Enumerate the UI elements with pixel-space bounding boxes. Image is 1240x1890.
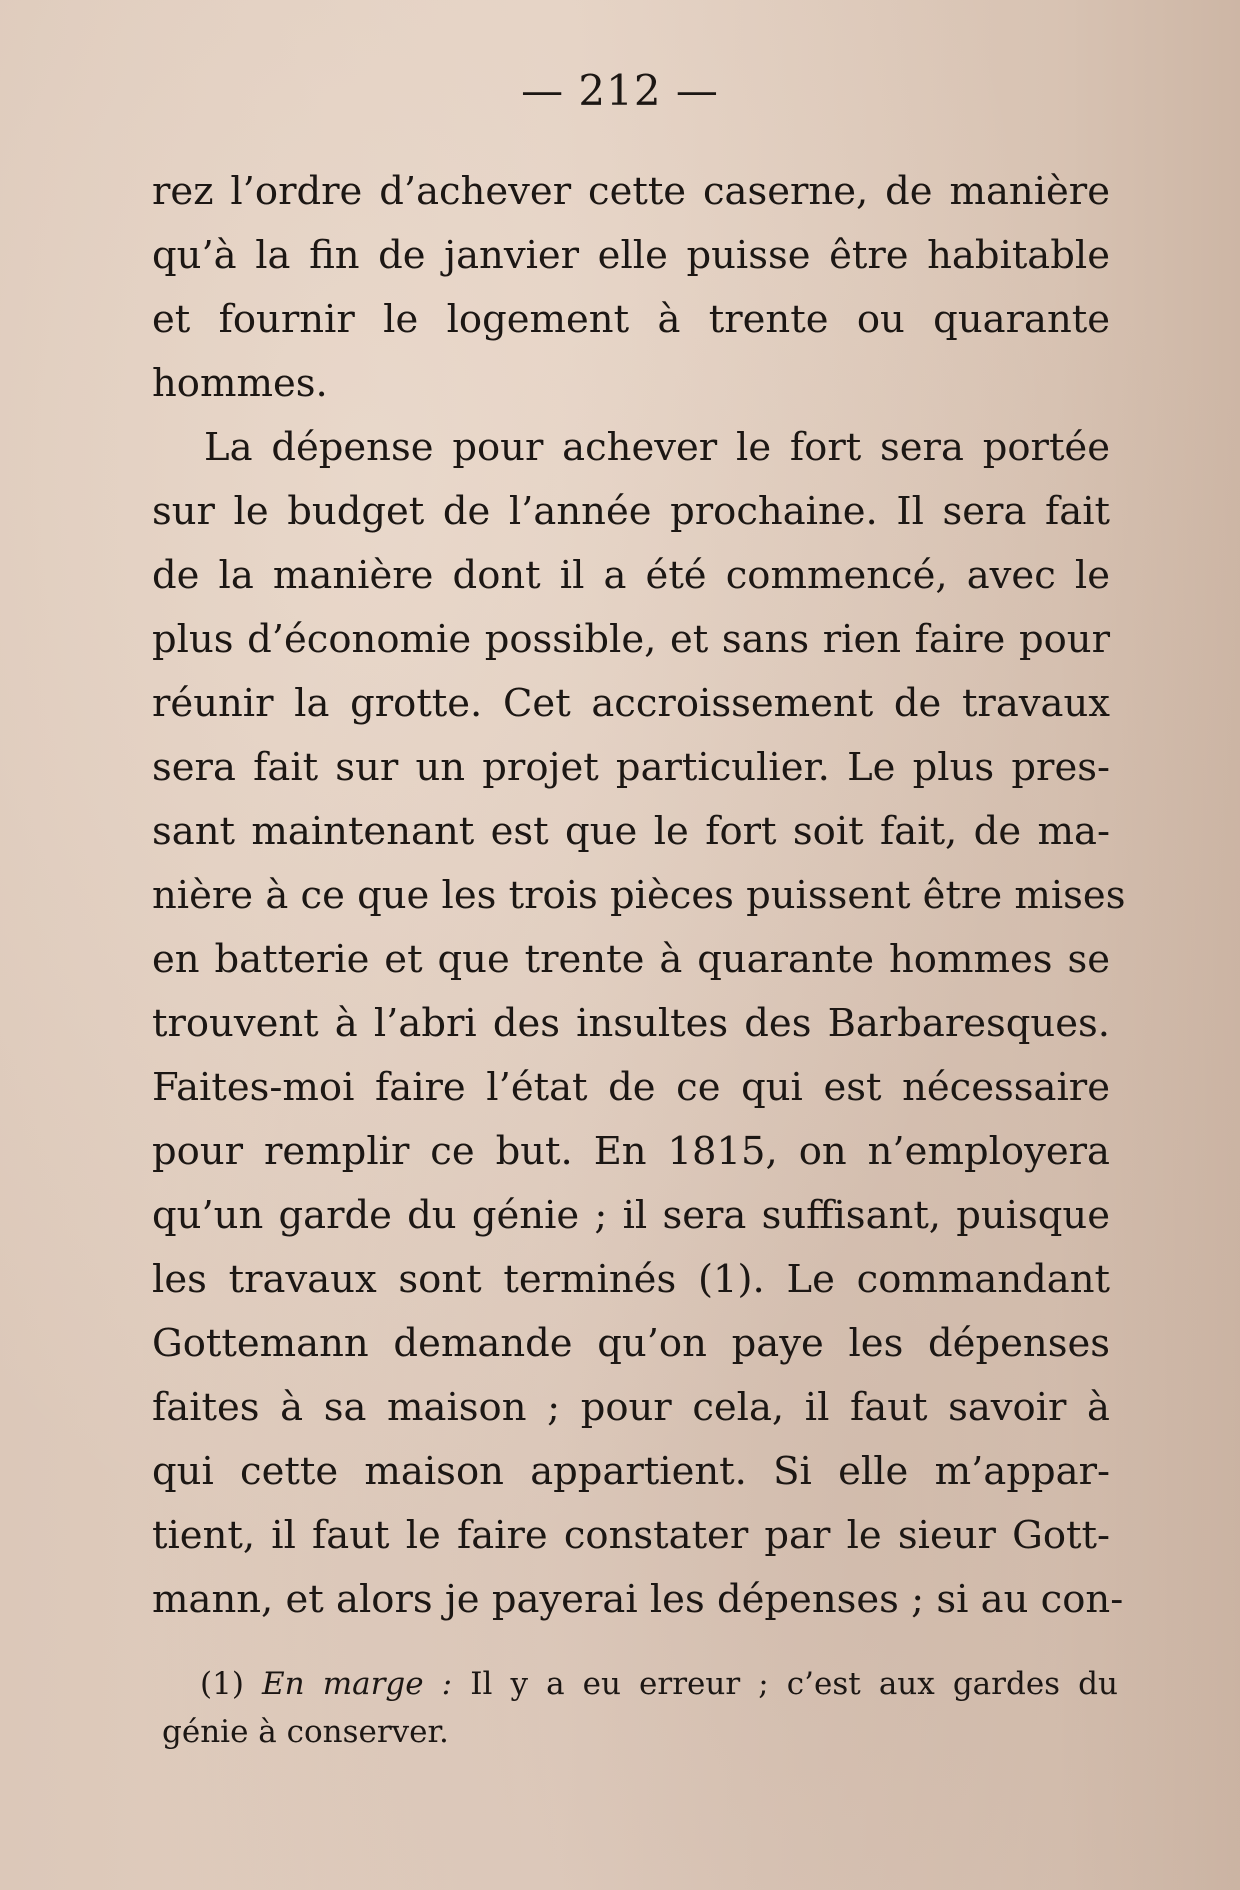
text-line: pour remplir ce but. En 1815, on n’employera <box>152 1129 1110 1174</box>
footnote-label: En marge : <box>262 1666 453 1702</box>
text-line: qui cette maison appartient. Si elle m’appar- <box>152 1449 1110 1494</box>
text-line: trouvent à l’abri des insultes des Barbaresques. <box>152 1001 1110 1046</box>
page-number: — 212 — <box>521 66 719 115</box>
text-line: sera fait sur un projet particulier. Le plus pres- <box>152 745 1110 790</box>
footnote <box>162 1660 1118 1756</box>
footnote-line: génie à conserver. <box>162 1714 449 1750</box>
text-line: Faites-moi faire l’état de ce qui est nécessaire <box>152 1065 1110 1110</box>
text-line: qu’à la fin de janvier elle puisse être habitable <box>152 233 1110 278</box>
footnote-line <box>162 1660 1118 1708</box>
text-line: et fournir le logement à trente ou quarante <box>152 297 1110 342</box>
text-line: Gottemann demande qu’on paye les dépenses <box>152 1321 1110 1366</box>
text-line: qu’un garde du génie ; il sera suffisant, puisque <box>152 1193 1110 1238</box>
footnote-text: Il y a eu erreur ; c’est aux gardes du <box>470 1666 1118 1702</box>
text-line: sant maintenant est que le fort soit fait, de ma- <box>152 809 1110 854</box>
text-line: les travaux sont terminés (1). Le commandant <box>152 1257 1110 1302</box>
text-line: de la manière dont il a été commencé, avec le <box>152 553 1110 598</box>
text-line: rez l’ordre d’achever cette caserne, de manière <box>152 169 1110 214</box>
text-line: en batterie et que trente à quarante hommes se <box>152 937 1110 982</box>
text-line: réunir la grotte. Cet accroissement de travaux <box>152 681 1110 726</box>
text-line: hommes. <box>152 361 328 406</box>
text-line: La dépense pour achever le fort sera portée <box>204 425 1110 470</box>
text-line: tient, il faut le faire constater par le sieur Gott- <box>152 1513 1110 1558</box>
body-text <box>152 160 1126 1632</box>
text-line: sur le budget de l’année prochaine. Il sera fait <box>152 489 1110 534</box>
text-line: faites à sa maison ; pour cela, il faut savoir à <box>152 1385 1110 1430</box>
text-line: plus d’économie possible, et sans rien faire pour <box>152 617 1110 662</box>
text-line: mann, et alors je payerai les dépenses ; si au con- <box>152 1577 1124 1622</box>
text-line: nière à ce que les trois pièces puissent être mises <box>152 873 1126 918</box>
footnote-reference: (1) <box>200 1666 244 1702</box>
